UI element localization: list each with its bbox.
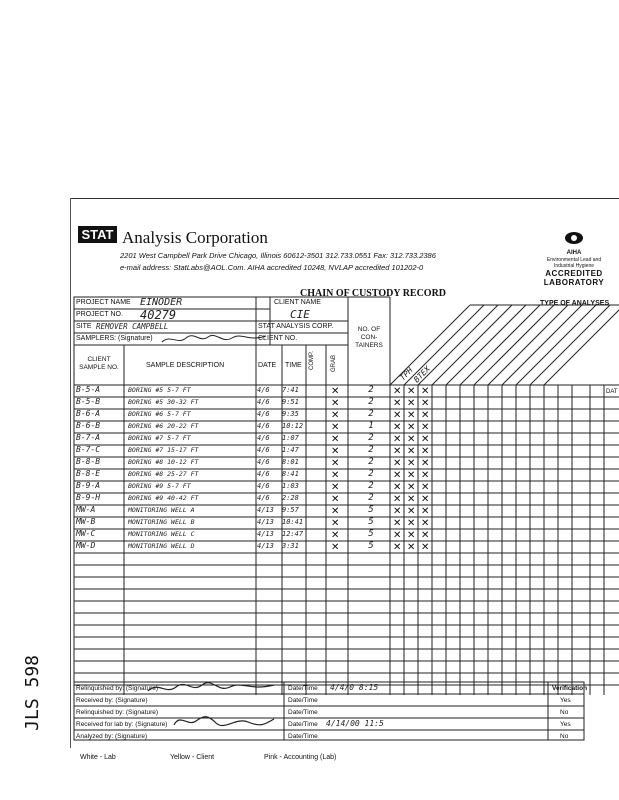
received-for-lab-label: Received for lab by: (Signature) xyxy=(76,721,168,728)
analysis-x-mark: ✕ xyxy=(393,494,402,505)
verification-label: Verification xyxy=(552,685,588,692)
sample-count: 5 xyxy=(368,529,374,539)
date-time-label-3: Date/Time xyxy=(288,709,318,716)
grab-x-mark: ✕ xyxy=(331,398,340,409)
analysis-2-label: BTEX xyxy=(412,364,432,385)
sample-date: 4/6 xyxy=(257,398,270,406)
grab-x-mark: ✕ xyxy=(331,494,340,505)
sample-count: 2 xyxy=(368,445,374,455)
sample-time: 8:41 xyxy=(282,470,299,478)
analysis-x-mark: ✕ xyxy=(421,494,430,505)
sample-count: 2 xyxy=(368,469,374,479)
analysis-x-mark: ✕ xyxy=(393,482,402,493)
verification-no-2: No xyxy=(560,733,569,740)
sample-desc: BORING #8 25-27 FT xyxy=(128,470,199,478)
analysis-x-mark: ✕ xyxy=(421,506,430,517)
company-name: Analysis Corporation xyxy=(122,228,268,247)
analysis-x-mark: ✕ xyxy=(421,422,430,433)
analysis-x-mark: ✕ xyxy=(393,518,402,529)
analysis-x-mark: ✕ xyxy=(393,422,402,433)
analysis-x-mark: ✕ xyxy=(421,458,430,469)
client-name-label: CLIENT NAME xyxy=(274,299,321,306)
analysis-x-mark: ✕ xyxy=(421,386,430,397)
sample-desc: MONITORING WELL C xyxy=(128,530,195,538)
analysis-x-mark: ✕ xyxy=(407,458,416,469)
sample-date: 4/6 xyxy=(257,410,270,418)
client-sample-header: CLIENT SAMPLE NO. xyxy=(79,356,119,371)
grab-x-mark: ✕ xyxy=(331,446,340,457)
sample-date: 4/13 xyxy=(257,506,274,514)
site-value: REMOVER CAMPBELL xyxy=(96,322,169,331)
date-time-value-4: 4/14/00 11:5 xyxy=(326,719,384,728)
analysis-x-mark: ✕ xyxy=(393,542,402,553)
sample-id: MW-D xyxy=(76,541,96,550)
date-time-label-1: Date/Time xyxy=(288,685,318,692)
analysis-x-mark: ✕ xyxy=(421,542,430,553)
analysis-x-mark: ✕ xyxy=(407,482,416,493)
analysis-x-mark: ✕ xyxy=(393,446,402,457)
verification-yes-2: Yes xyxy=(560,721,571,728)
company-address: 2201 West Campbell Park Drive Chicago, Illinois 60612-3501 312.733.0551 Fax: 312.733.2386 xyxy=(120,251,436,260)
sample-count: 2 xyxy=(368,433,374,443)
sample-id: B-9-A xyxy=(76,481,101,490)
sample-date: 4/6 xyxy=(257,470,270,478)
analysis-x-mark: ✕ xyxy=(421,470,430,481)
sample-date: 4/6 xyxy=(257,494,270,502)
samplers-label: SAMPLERS: (Signature) xyxy=(76,335,153,342)
analysis-x-mark: ✕ xyxy=(407,386,416,397)
sample-desc: MONITORING WELL D xyxy=(128,542,195,550)
verification-yes-1: Yes xyxy=(560,697,571,704)
copy-white: White - Lab xyxy=(80,754,116,761)
analysis-x-mark: ✕ xyxy=(421,398,430,409)
sample-desc: BORING #7 15-17 FT xyxy=(128,446,199,454)
sample-count: 2 xyxy=(368,457,374,467)
date-header: DATE xyxy=(258,362,277,369)
analysis-x-mark: ✕ xyxy=(421,434,430,445)
time-header: TIME xyxy=(285,362,302,369)
sample-time: 2:28 xyxy=(282,494,299,502)
sample-time: 10:41 xyxy=(282,518,304,526)
analysis-x-mark: ✕ xyxy=(407,542,416,553)
copy-pink: Pink - Accounting (Lab) xyxy=(264,754,337,761)
sample-id: B-8-E xyxy=(76,469,101,478)
grab-x-mark: ✕ xyxy=(331,482,340,493)
sample-id: B-5-A xyxy=(76,385,101,394)
sample-count: 2 xyxy=(368,481,374,491)
sample-desc: MONITORING WELL A xyxy=(128,506,195,514)
analysis-x-mark: ✕ xyxy=(407,422,416,433)
grab-x-mark: ✕ xyxy=(331,470,340,481)
sample-count: 1 xyxy=(368,421,374,431)
sample-time: 1:07 xyxy=(282,434,299,442)
aiha-subtitle: Environmental Lead and Industrial Hygiene xyxy=(546,257,602,269)
analysis-x-mark: ✕ xyxy=(407,530,416,541)
sample-id: B-6-B xyxy=(76,421,101,430)
analysis-x-mark: ✕ xyxy=(421,518,430,529)
form-title: CHAIN OF CUSTODY RECORD xyxy=(300,288,447,299)
sample-date: 4/6 xyxy=(257,482,270,490)
project-no-label: PROJECT NO. xyxy=(76,311,123,318)
analysis-x-mark: ✕ xyxy=(393,506,402,517)
sample-time: 1:03 xyxy=(282,482,299,490)
copy-yellow: Yellow - Client xyxy=(170,754,215,761)
analysis-x-mark: ✕ xyxy=(407,434,416,445)
sample-time: 3:31 xyxy=(282,542,299,550)
sample-time: 12:47 xyxy=(282,530,304,538)
sample-count: 2 xyxy=(368,409,374,419)
sample-date: 4/6 xyxy=(257,458,270,466)
accredited-label: ACCREDITED xyxy=(545,269,603,278)
sample-desc: BORING #5 30-32 FT xyxy=(128,398,199,406)
analysis-1-label: TPH xyxy=(398,365,415,383)
sampler-signature xyxy=(160,333,270,345)
grab-x-mark: ✕ xyxy=(331,542,340,553)
grab-x-mark: ✕ xyxy=(331,386,340,397)
date-time-value-1: 4/4/0 8:15 xyxy=(330,683,379,692)
grab-x-mark: ✕ xyxy=(331,434,340,445)
sample-id: MW-A xyxy=(76,505,96,514)
containers-label: NO. OF CON- TAINERS xyxy=(355,326,383,349)
client-name-value: CIE xyxy=(290,308,310,321)
date-time-label-5: Date/Time xyxy=(288,733,318,740)
analysis-x-mark: ✕ xyxy=(393,458,402,469)
sample-time: 9:57 xyxy=(282,506,299,514)
analysis-x-mark: ✕ xyxy=(393,434,402,445)
project-name-label: PROJECT NAME xyxy=(76,299,131,306)
site-label: SITE xyxy=(76,323,92,330)
sample-time: 7:41 xyxy=(282,386,299,394)
relinquisher-signature xyxy=(146,681,278,695)
analysis-x-mark: ✕ xyxy=(407,494,416,505)
sample-desc: BORING #7 5-7 FT xyxy=(128,434,191,442)
sample-desc: BORING #8 10-12 FT xyxy=(128,458,199,466)
grab-x-mark: ✕ xyxy=(331,518,340,529)
sample-date: 4/6 xyxy=(257,422,270,430)
sample-date: 4/13 xyxy=(257,542,274,550)
relinquished-by-label-1: Relinquished by: (Signature) xyxy=(76,685,159,692)
analysis-x-mark: ✕ xyxy=(421,530,430,541)
analysis-x-mark: ✕ xyxy=(407,398,416,409)
sample-time: 9:51 xyxy=(282,398,299,406)
analysis-x-mark: ✕ xyxy=(407,470,416,481)
analysis-x-mark: ✕ xyxy=(421,410,430,421)
grab-x-mark: ✕ xyxy=(331,530,340,541)
sample-count: 2 xyxy=(368,397,374,407)
sample-id: MW-B xyxy=(76,517,96,526)
project-name-value: EINODER xyxy=(140,297,183,308)
sample-time: 9:35 xyxy=(282,410,299,418)
sample-count: 2 xyxy=(368,493,374,503)
sample-desc: BORING #5 5-7 FT xyxy=(128,386,191,394)
sample-id: B-9-H xyxy=(76,493,101,502)
sample-id: B-5-B xyxy=(76,397,101,406)
grab-x-mark: ✕ xyxy=(331,410,340,421)
date-time-label-2: Date/Time xyxy=(288,697,318,704)
sample-desc: BORING #6 20-22 FT xyxy=(128,422,199,430)
stat-logo: STAT xyxy=(78,226,117,243)
analysis-x-mark: ✕ xyxy=(393,398,402,409)
sample-date: 4/13 xyxy=(257,518,274,526)
analysis-x-mark: ✕ xyxy=(407,506,416,517)
sample-time: 10:12 xyxy=(282,422,304,430)
sample-date: 4/13 xyxy=(257,530,274,538)
sample-id: B-7-A xyxy=(76,433,101,442)
receiver-signature xyxy=(170,713,278,729)
analysis-x-mark: ✕ xyxy=(407,410,416,421)
sample-date: 4/6 xyxy=(257,434,270,442)
relinquished-by-label-2: Relinquished by: (Signature) xyxy=(76,709,159,716)
analysis-x-mark: ✕ xyxy=(421,482,430,493)
sample-description-header: SAMPLE DESCRIPTION xyxy=(146,362,225,369)
sample-time: 8:01 xyxy=(282,458,299,466)
sample-id: B-6-A xyxy=(76,409,101,418)
grab-header: GRAB xyxy=(331,354,337,372)
sample-count: 2 xyxy=(368,385,374,395)
analysis-x-mark: ✕ xyxy=(393,530,402,541)
sample-desc: BORING #9 5-7 FT xyxy=(128,482,191,490)
sample-count: 5 xyxy=(368,517,374,527)
verification-no-1: No xyxy=(560,709,569,716)
stat-analysis-label: STAT ANALYSIS CORP. xyxy=(258,323,334,330)
sample-id: B-7-C xyxy=(76,445,101,454)
aiha-label: AIHA xyxy=(566,250,582,256)
analysis-x-mark: ✕ xyxy=(421,446,430,457)
analysis-x-mark: ✕ xyxy=(393,470,402,481)
project-no-value: 40279 xyxy=(140,308,177,322)
sample-desc: BORING #6 5-7 FT xyxy=(128,410,191,418)
sample-date: 4/6 xyxy=(257,446,270,454)
sample-date: 4/6 xyxy=(257,386,270,394)
analysis-x-mark: ✕ xyxy=(407,518,416,529)
sample-time: 1:47 xyxy=(282,446,299,454)
grab-x-mark: ✕ xyxy=(331,506,340,517)
analysis-x-mark: ✕ xyxy=(407,446,416,457)
sample-count: 5 xyxy=(368,541,374,551)
sample-desc: MONITORING WELL B xyxy=(128,518,195,526)
laboratory-label: LABORATORY xyxy=(543,278,605,287)
sample-id: B-8-B xyxy=(76,457,101,466)
date-time-label-4: Date/Time xyxy=(288,721,318,728)
grab-x-mark: ✕ xyxy=(331,458,340,469)
sample-desc: BORING #9 40-42 FT xyxy=(128,494,199,502)
grab-x-mark: ✕ xyxy=(331,422,340,433)
dat-header: DAT xyxy=(606,389,618,395)
received-by-label-1: Received by: (Signature) xyxy=(76,697,148,704)
analyzed-by-label: Analyzed by: (Signature) xyxy=(76,733,148,740)
comp-header: COMP. xyxy=(309,351,315,370)
margin-handwritten-note: JLS 598 xyxy=(22,655,43,731)
client-no-label: CLIENT NO. xyxy=(258,335,298,342)
type-of-analyses-label: TYPE OF ANALYSES xyxy=(540,300,610,307)
sample-count: 5 xyxy=(368,505,374,515)
company-email-line: e-mail address: StatLabs@AOL.Com. AIHA accredited 10248, NVLAP accredited 101202-0 xyxy=(120,263,424,272)
analysis-x-mark: ✕ xyxy=(393,386,402,397)
sample-id: MW-C xyxy=(76,529,96,538)
analysis-x-mark: ✕ xyxy=(393,410,402,421)
